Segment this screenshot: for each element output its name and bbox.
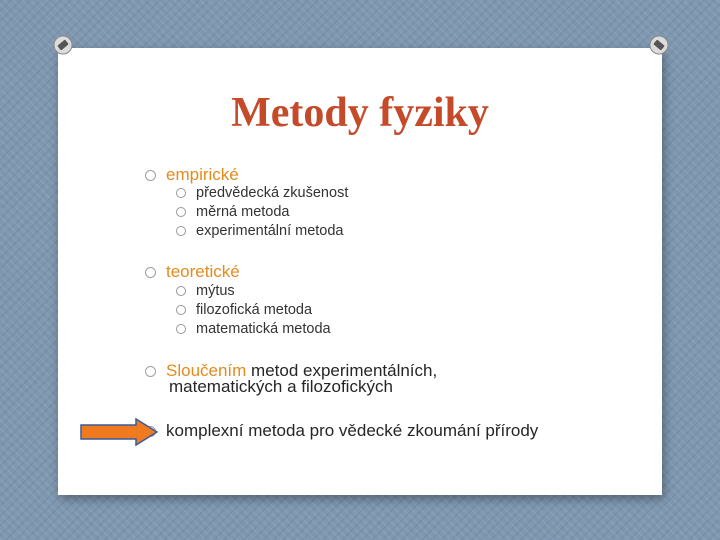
- sub-item-label: matematická metoda: [196, 321, 331, 337]
- bullet-marker-icon: [176, 324, 186, 334]
- pin-icon: [648, 34, 670, 56]
- bullet-marker-icon: [176, 207, 186, 217]
- bullet-heading: teoretické: [166, 262, 240, 281]
- sub-item: [176, 321, 331, 337]
- sub-item: [176, 283, 235, 299]
- bullet-marker-icon: [145, 170, 156, 181]
- bullet-marker-icon: [176, 286, 186, 296]
- sub-item: [176, 204, 290, 220]
- bullet-heading: empirické: [166, 165, 239, 184]
- merge-highlight: Sloučením: [166, 361, 247, 380]
- bullet-marker-icon: [176, 188, 186, 198]
- bullet-teoreticke: [145, 262, 240, 282]
- sub-item-label: měrná metoda: [196, 204, 290, 220]
- sub-item-label: mýtus: [196, 283, 235, 299]
- merge-text-line2: matematických a filozofických: [169, 377, 393, 396]
- arrow-right-icon: [80, 418, 158, 446]
- bullet-marker-icon: [145, 267, 156, 278]
- bullet-marker-icon: [145, 366, 156, 377]
- sub-item-label: filozofická metoda: [196, 302, 313, 318]
- bullet-conclusion: [145, 421, 538, 441]
- sub-item-label: předvědecká zkušenost: [196, 185, 349, 201]
- bullet-empiricke: [145, 165, 239, 185]
- conclusion-text: komplexní metoda pro vědecké zkoumání přírody: [166, 421, 539, 440]
- sub-item: [176, 185, 348, 201]
- merge-text: metod experimentálních,: [246, 361, 438, 380]
- sub-item-label: experimentální metoda: [196, 223, 344, 239]
- bullet-marker-icon: [176, 226, 186, 236]
- bullet-marker-icon: [176, 305, 186, 315]
- slide-title: Metody fyziky: [231, 90, 489, 136]
- sub-item: [176, 223, 344, 239]
- pin-icon: [52, 34, 74, 56]
- sub-item: [176, 302, 312, 318]
